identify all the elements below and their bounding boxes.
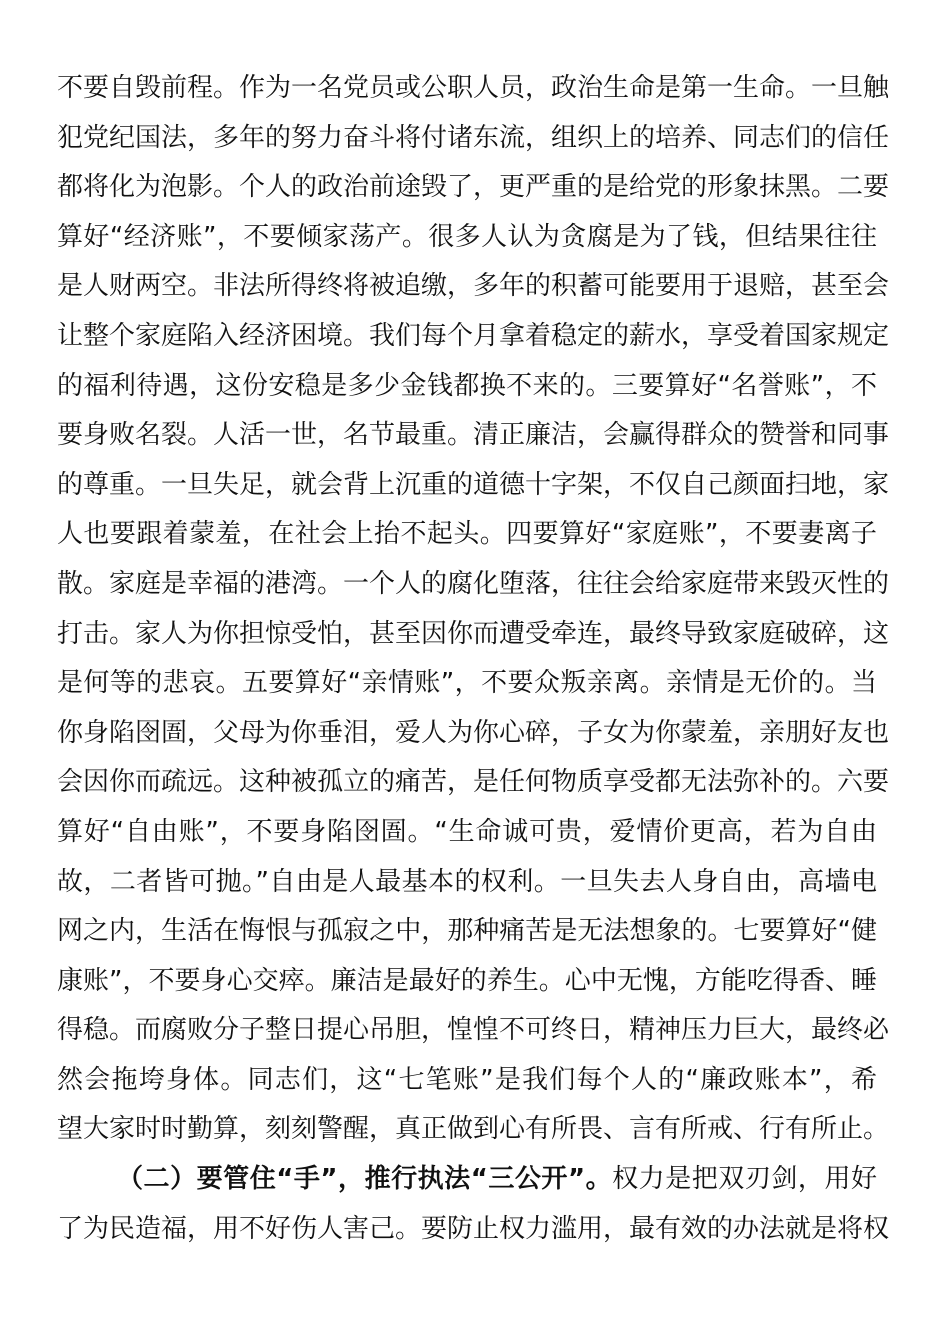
text-line: 的尊重。一旦失足，就会背上沉重的道德十字架，不仅自己颜面扫地，家 (57, 469, 890, 500)
text-line: 不要自毁前程。作为一名党员或公职人员，政治生命是第一生命。一旦触 (57, 73, 890, 103)
text-line: 算好“经济账”，不要倾家荡产。很多人认为贪腐是为了钱，但结果往往 (57, 221, 877, 252)
text-line: 康账”，不要身心交瘁。廉洁是最好的养生。心中无愧，方能吃得香、睡 (57, 965, 877, 996)
text-line: 然会拖垮身体。同志们，这“七笔账”是我们每个人的“廉政账本”，希 (57, 1064, 877, 1095)
text-line: 打击。家人为你担惊受怕，甚至因你而遭受牵连，最终导致家庭破碎，这 (57, 618, 890, 649)
text-line: 犯党纪国法，多年的努力奋斗将付诸东流，组织上的培养、同志们的信任 (57, 122, 890, 153)
text-line: 让整个家庭陷入经济困境。我们每个月拿着稳定的薪水，享受着国家规定 (57, 320, 890, 351)
text-line: 是人财两空。非法所得终将被追缴，多年的积蓄可能要用于退赔，甚至会 (57, 271, 890, 302)
text-line: 你身陷囹圄，父母为你垂泪，爱人为你心碎，子女为你蒙羞，亲朋好友也 (57, 717, 890, 748)
text-line: 的福利待遇，这份安稳是多少金钱都换不来的。三要算好“名誉账”，不 (57, 370, 877, 401)
text-line (57, 1155, 877, 1205)
text-line: 都将化为泡影。个人的政治前途毁了，更严重的是给党的形象抹黑。二要 (57, 172, 890, 203)
text-line: 得稳。而腐败分子整日提心吊胆，惶惶不可终日，精神压力巨大，最终必 (57, 1015, 890, 1046)
text-line: 望大家时时勤算，刻刻警醒，真正做到心有所畏、言有所戒、行有所止。 (57, 1114, 890, 1145)
paragraph-1 (57, 64, 890, 1155)
text-run: 权力是把双刃剑，用好 (612, 1164, 877, 1195)
text-line: 人也要跟着蒙羞，在社会上抬不起头。四要算好“家庭账”，不要妻离子 (57, 519, 877, 550)
paragraph-2 (57, 1155, 890, 1254)
text-line: 会因你而疏远。这种被孤立的痛苦，是任何物质享受都无法弥补的。六要 (57, 767, 890, 798)
text-line: 了为民造福，用不好伤人害己。要防止权力滥用，最有效的办法就是将权 (57, 1213, 890, 1244)
text-line: 是何等的悲哀。五要算好“亲情账”，不要众叛亲离。亲情是无价的。当 (57, 668, 877, 699)
text-line: 散。家庭是幸福的港湾。一个人的腐化堕落，往往会给家庭带来毁灭性的 (57, 568, 890, 599)
text-line: 算好“自由账”，不要身陷囹圄。“生命诚可贵，爱情价更高，若为自由 (57, 816, 877, 847)
text-line: 网之内，生活在悔恨与孤寂之中，那种痛苦是无法想象的。七要算好“健 (57, 916, 877, 947)
section-heading: （二）要管住“手”，推行执法“三公开”。 (117, 1164, 613, 1195)
document-body (57, 64, 890, 1254)
text-line: 故，二者皆可抛。”自由是人最基本的权利。一旦失去人身自由，高墙电 (57, 866, 877, 897)
text-line: 要身败名裂。人活一世，名节最重。清正廉洁，会赢得群众的赞誉和同事 (57, 420, 890, 451)
